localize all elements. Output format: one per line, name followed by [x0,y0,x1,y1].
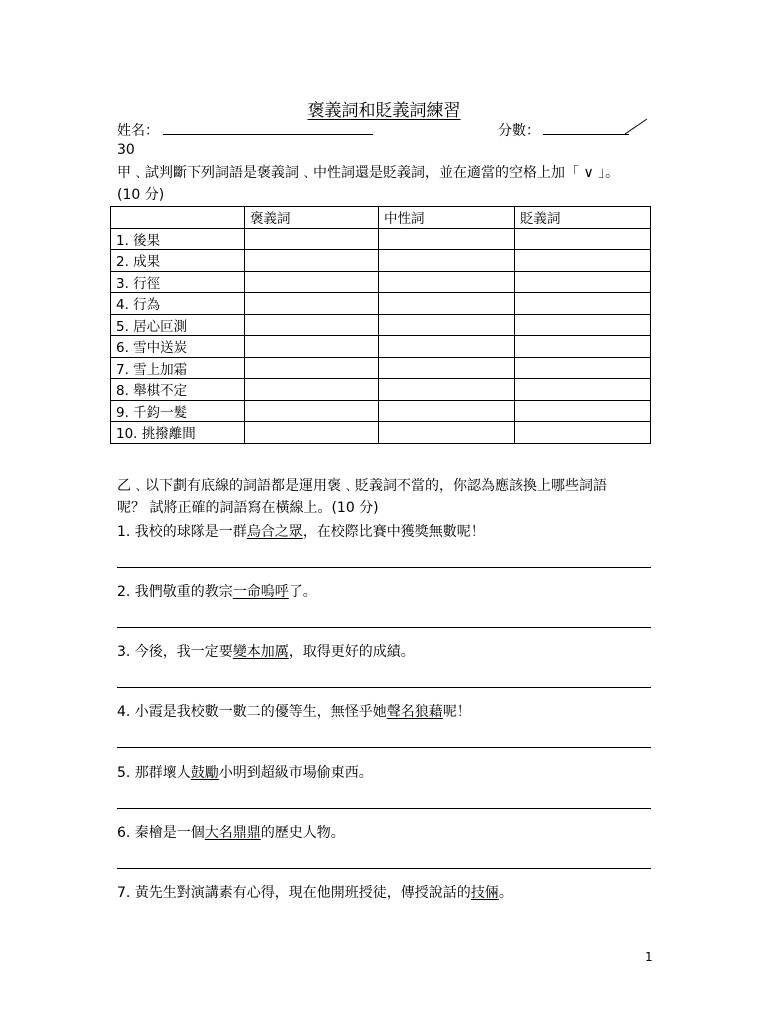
answer-cell[interactable] [379,336,515,358]
answer-cell[interactable] [379,293,515,315]
answer-cell[interactable] [515,422,651,444]
answer-line-3[interactable] [117,687,651,688]
answer-cell[interactable] [379,314,515,336]
underlined-word: 一命嗚呼 [232,584,289,600]
answer-cell[interactable] [245,336,379,358]
answer-cell[interactable] [379,357,515,379]
answer-line-2[interactable] [117,627,651,628]
question-text: 的歷史人物。 [260,825,345,841]
underlined-word: 大名鼎鼎 [204,825,261,841]
question-text: 4. 小霞是我校數一數二的優等生，無怪乎她 [117,704,387,720]
question-text: 呢！ [442,704,471,720]
worksheet-title: 褒義詞和貶義詞練習 [307,101,461,121]
classification-table [110,206,651,444]
underlined-word: 聲名狼藉 [386,704,443,720]
word-cell: 2. 成果 [111,250,245,272]
section1-marks: (10 分) [117,187,165,203]
score-blank-line [543,134,629,135]
answer-cell[interactable] [245,379,379,401]
question-text: 。 [498,885,513,901]
underlined-word: 變本加厲 [232,644,289,660]
question-5 [117,762,373,782]
question-text: 7. 黃先生對演講素有心得，現在他開班授徒，傳授說話的 [117,885,471,901]
answer-cell[interactable] [379,422,515,444]
answer-cell[interactable] [515,400,651,422]
table-row [111,422,651,444]
table-header-cell: 貶義詞 [515,207,651,229]
question-7 [117,882,513,902]
table-header-cell: 中性詞 [379,207,515,229]
question-1 [117,521,485,541]
word-cell: 3. 行徑 [111,271,245,293]
answer-cell[interactable] [515,314,651,336]
answer-cell[interactable] [245,357,379,379]
section1-instruction: 甲﹑試判斷下列詞語是褒義詞﹑中性詞還是貶義詞，並在適當的空格上加「 ∨ 」。 [117,165,620,181]
answer-line-4[interactable] [117,747,651,748]
answer-cell[interactable] [515,293,651,315]
question-4 [117,701,471,721]
question-text: 1. 我校的球隊是一群 [117,524,247,540]
answer-cell[interactable] [515,271,651,293]
question-6 [117,822,345,842]
score-total: 30 [117,142,135,158]
table-header-cell: 褒義詞 [245,207,379,229]
question-2 [117,581,317,601]
question-text: 6. 秦檜是一個 [117,825,205,841]
table-row [111,357,651,379]
answer-cell[interactable] [245,314,379,336]
question-text: 3. 今後，我一定要 [117,644,233,660]
table-row [111,228,651,250]
word-cell: 5. 居心叵測 [111,314,245,336]
answer-cell[interactable] [379,250,515,272]
question-text: 2. 我們敬重的教宗 [117,584,233,600]
table-row [111,400,651,422]
answer-line-6[interactable] [117,868,651,869]
answer-cell[interactable] [379,379,515,401]
section2-instruction: 乙﹑以下劃有底線的詞語都是運用褒﹑貶義詞不當的，你認為應該換上哪些詞語 [117,478,607,494]
word-cell: 8. 舉棋不定 [111,379,245,401]
answer-cell[interactable] [379,400,515,422]
answer-cell[interactable] [515,357,651,379]
table-row [111,379,651,401]
underlined-word: 鼓勵 [190,765,219,781]
table-row [111,250,651,272]
page-number: 1 [645,950,653,964]
word-cell: 9. 千鈞一髮 [111,400,245,422]
word-cell: 1. 後果 [111,228,245,250]
section2-instruction-cont: 呢？ 試將正確的詞語寫在橫線上。(10 分) [117,500,379,516]
answer-cell[interactable] [515,228,651,250]
answer-cell[interactable] [515,379,651,401]
word-cell: 10. 挑撥離間 [111,422,245,444]
answer-cell[interactable] [245,293,379,315]
word-cell: 7. 雪上加霜 [111,357,245,379]
answer-line-1[interactable] [117,567,651,568]
answer-cell[interactable] [515,250,651,272]
table-header-cell [111,207,245,229]
table-row [111,314,651,336]
answer-cell[interactable] [245,271,379,293]
answer-line-5[interactable] [117,808,651,809]
answer-cell[interactable] [379,228,515,250]
underlined-word: 技倆 [470,885,499,901]
score-label: 分數： [498,123,540,139]
question-text: 5. 那群壞人 [117,765,191,781]
table-header-row [111,207,651,229]
table-row [111,336,651,358]
word-cell: 6. 雪中送炭 [111,336,245,358]
question-text: 了。 [288,584,317,600]
answer-cell[interactable] [245,422,379,444]
answer-cell[interactable] [379,271,515,293]
underlined-word: 烏合之眾 [246,524,303,540]
name-blank-line [163,134,373,135]
table-row [111,293,651,315]
name-label: 姓名： [117,123,159,139]
answer-cell[interactable] [515,336,651,358]
answer-cell[interactable] [245,228,379,250]
answer-cell[interactable] [245,400,379,422]
question-3 [117,641,415,661]
word-cell: 4. 行為 [111,293,245,315]
question-text: ，取得更好的成績。 [288,644,415,660]
table-row [111,271,651,293]
question-text: ，在校際比賽中獲獎無數呢！ [302,524,485,540]
answer-cell[interactable] [245,250,379,272]
question-text: 小明到超級市場偷東西。 [218,765,373,781]
score-slash-mark [624,118,648,135]
